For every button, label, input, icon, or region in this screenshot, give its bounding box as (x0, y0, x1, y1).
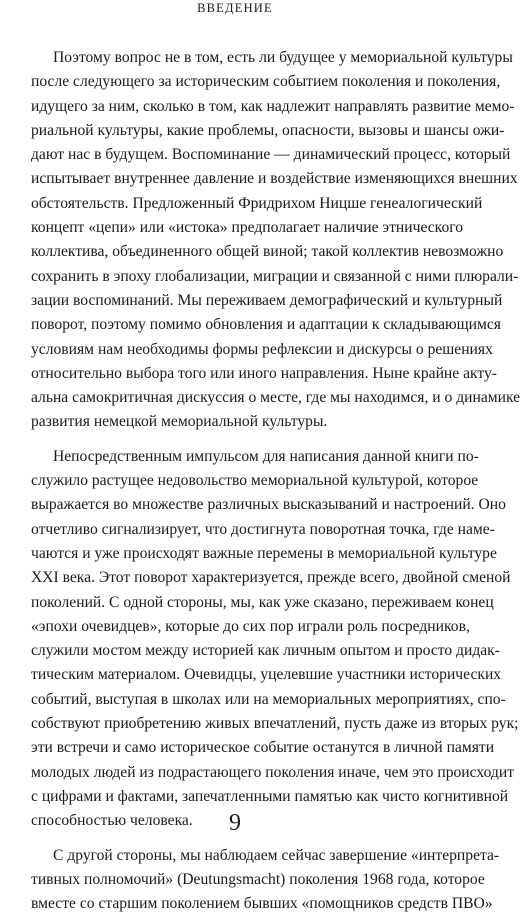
text-line: риальной культуры, какие проблемы, опасности, вызовы и шансы ожи- (31, 119, 444, 143)
text-line: испытывает внутреннее давление и воздействие изменяющихся внешних (31, 167, 444, 191)
text-line: обстоятельств. Предложенный Фридрихом Ницше генеалогический (31, 192, 444, 216)
text-line: вместе со старшим поколением бывших «помощников средств ПВО» (31, 892, 444, 916)
text-line: с цифрами и фактами, запечатленными памятью как чисто когнитивной (31, 785, 444, 809)
text-line: коллектива, объединенного общей виной; такой коллектив невозможно (31, 240, 444, 264)
paragraph (31, 46, 444, 435)
text-line: выражается во множестве различных высказываний и настроений. Оно (31, 493, 444, 517)
text-line: тическим материалом. Очевидцы, уцелевшие участники исторических (31, 663, 444, 687)
text-line: Непосредственным импульсом для написания данной книги по- (31, 445, 444, 469)
text-line: альна самокритичная дискуссия о месте, где мы находимся, и о динамике (31, 386, 444, 410)
text-line: собствуют приобретению живых впечатлений, пусть даже из вторых рук; (31, 712, 444, 736)
text-line: дают нас в будущем. Воспоминание — динамический процесс, который (31, 143, 444, 167)
text-line: служило растущее недовольство мемориальной культурой, которое (31, 469, 444, 493)
text-line: событий, выступая в школах или на мемориальных мероприятиях, спо- (31, 688, 444, 712)
page-number: 9 (0, 808, 470, 838)
text-line: служили мостом между историей как личным опытом и просто дидак- (31, 639, 444, 663)
text-line: эти встречи и само историческое событие останутся в личной памяти (31, 736, 444, 760)
text-line: развития немецкой мемориальной культуры. (31, 410, 444, 434)
text-line: молодых людей из подрастающего поколения иначе, чем это происходит (31, 761, 444, 785)
text-line: поворот, поэтому помимо обновления и адаптации к складывающимся (31, 313, 444, 337)
text-line: чаются и уже происходят важные перемены в мемориальной культуре (31, 542, 444, 566)
text-line: концепт «цепи» или «истока» предполагает наличие этнического (31, 216, 444, 240)
text-line: С другой стороны, мы наблюдаем сейчас завершение «интерпрета- (31, 844, 444, 868)
text-line: тивных полномочий» (Deutungsmacht) поколения 1968 года, которое (31, 868, 444, 892)
text-line: сохранить в эпоху глобализации, миграции и связанной с ними плюрали- (31, 265, 444, 289)
text-line: XXI века. Этот поворот характеризуется, прежде всего, двойной сменой (31, 566, 444, 590)
paragraph (31, 445, 444, 834)
text-line: зации воспоминаний. Мы переживаем демографический и культурный (31, 289, 444, 313)
text-line: относительно выбора того или иного направления. Ныне крайне акту- (31, 362, 444, 386)
text-line: условиям нам необходимы формы рефлексии и дискурсы о решениях (31, 338, 444, 362)
body-text (31, 46, 444, 916)
text-line: идущего за ним, сколько в том, как надлежит направлять развитие мемо- (31, 95, 444, 119)
text-line: способностью человека. (31, 809, 444, 833)
paragraph (31, 844, 444, 916)
text-line: «эпохи очевидцев», которые до сих пор играли роль посредников, (31, 615, 444, 639)
text-line: поколений. С одной стороны, мы, как уже сказано, переживаем конец (31, 591, 444, 615)
text-line: после следующего за историческим событием поколения и поколения, (31, 70, 444, 94)
running-head: ВВЕДЕНИЕ (0, 0, 470, 16)
text-line: отчетливо сигнализирует, что достигнута поворотная точка, где наме- (31, 518, 444, 542)
text-line: Поэтому вопрос не в том, есть ли будущее у мемориальной культуры (31, 46, 444, 70)
